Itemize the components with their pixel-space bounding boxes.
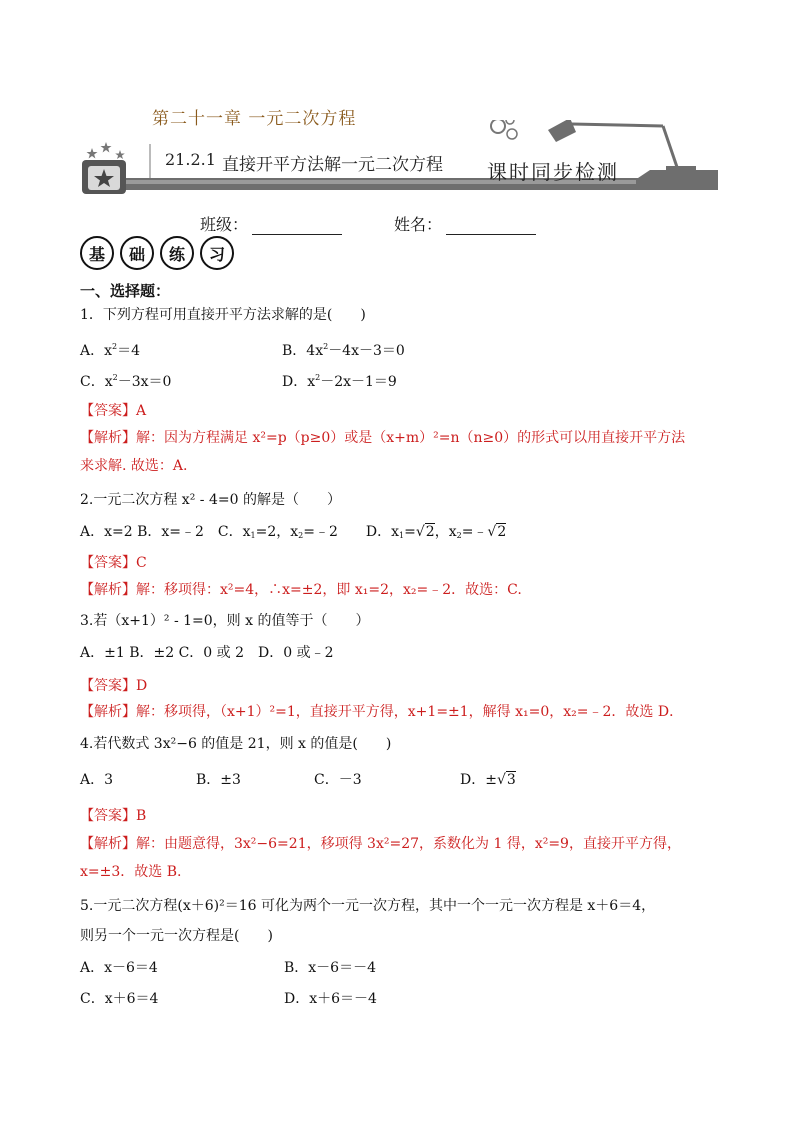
q4-analysis <box>80 834 681 854</box>
q2-options: A．x=2 B．x=﹣2 C．$x_1=2$，$x_2=﹣2$ D．$x_1=√2$，$x_2=﹣√2$ <box>80 524 507 540</box>
q4-analysis-text: 解：由题意得，3x²−6=21，移项得 3x²=27，系数化为 1 得，x²=9，直接开平方得， <box>136 836 681 852</box>
answer-label: 【答案】 <box>80 808 136 824</box>
q4-option-b: B．±3 <box>196 772 241 788</box>
analysis-label: 【解析】 <box>80 836 136 852</box>
q1-option-b: B．$4x^2-4x-3=0$ <box>282 342 405 359</box>
badge-char: 习 <box>200 236 234 270</box>
analysis-label: 【解析】 <box>80 430 136 446</box>
q1-analysis <box>80 428 685 448</box>
q4-stem: 4.若代数式 3x²−6 的值是 21，则 x 的值是( ) <box>80 736 392 752</box>
q1-analysis-cont: 来求解. 故选：A. <box>80 458 188 474</box>
q5-option-d: D．x＋6＝－4 <box>284 991 377 1007</box>
q3-options: A．±1 B．±2 C．0 或 2 D．0 或﹣2 <box>80 645 334 661</box>
badge-char: 础 <box>120 236 154 270</box>
q3-answer <box>80 676 147 696</box>
badge-char: 基 <box>80 236 114 270</box>
badge-char: 练 <box>160 236 194 270</box>
section-code: 21.2.1 <box>165 150 216 169</box>
q1-analysis-text: 解：因为方程满足 x²=p（p≥0）或是（x+m）²=n（n≥0）的形式可以用直接开平方法 <box>136 430 686 446</box>
q1-option-a: A．$x^2=4$ <box>80 342 141 359</box>
class-label: 班级： <box>200 215 249 234</box>
name-field <box>394 212 536 235</box>
answer-label: 【答案】 <box>80 403 136 419</box>
q2-answer-value: C <box>136 555 147 571</box>
q1-stem: 1．下列方程可用直接开平方法求解的是( ) <box>80 307 366 323</box>
answer-label: 【答案】 <box>80 678 136 694</box>
answer-label: 【答案】 <box>80 555 136 571</box>
q5-option-b: B．x－6＝－4 <box>284 960 376 976</box>
q2-stem: 2.一元二次方程 x² - 4=0 的解是（ ） <box>80 492 341 508</box>
q5-stem-cont: 则另一个一元一次方程是( ) <box>80 928 273 944</box>
q2-answer <box>80 553 147 573</box>
q3-analysis <box>80 702 683 722</box>
q3-answer-value: D <box>136 678 148 694</box>
q1-answer <box>80 401 146 421</box>
analysis-label: 【解析】 <box>80 704 136 720</box>
q4-analysis-cont: x=±3．故选 B. <box>80 864 182 880</box>
name-blank <box>446 218 536 235</box>
section-title: 直接开平方法解一元二次方程 <box>222 155 443 175</box>
q4-option-a: A．3 <box>80 772 114 788</box>
section-type: 一、选择题： <box>80 282 171 300</box>
q1-option-c: C．$x^2-3x=0$ <box>80 373 172 390</box>
q2-analysis <box>80 580 522 600</box>
q5-stem: 5.一元二次方程(x＋6)²＝16 可化为两个一元一次方程，其中一个一元一次方程是 x＋6＝4， <box>80 898 656 914</box>
class-field <box>200 212 342 235</box>
lesson-tag: 课时同步检测 <box>487 160 619 184</box>
q1-answer-value: A <box>136 403 147 419</box>
q4-option-d: D．±√3 <box>460 772 516 788</box>
q4-answer-value: B <box>136 808 147 824</box>
q4-answer <box>80 806 146 826</box>
q3-stem: 3.若（x+1）² - 1=0，则 x 的值等于（ ） <box>80 613 370 629</box>
practice-badge <box>80 236 234 270</box>
q5-option-c: C．x＋6＝4 <box>80 991 159 1007</box>
q1-option-d: D．$x^2-2x-1=9$ <box>282 373 397 390</box>
q4-option-c: C．－3 <box>314 772 362 788</box>
chapter-title: 第二十一章 一元二次方程 <box>152 109 357 129</box>
q3-analysis-text: 解：移项得，（x+1）²=1，直接开平方得，x+1=±1，解得 x₁=0，x₂=﹣2．故选 D． <box>136 704 684 720</box>
name-label: 姓名： <box>394 215 443 234</box>
q2-analysis-text: 解：移项得：x²=4，∴x=±2，即 x₁=2，x₂=﹣2．故选：C. <box>136 582 522 598</box>
class-blank <box>252 218 342 235</box>
analysis-label: 【解析】 <box>80 582 136 598</box>
star-emblem-icon <box>82 142 126 194</box>
q5-option-a: A．x－6＝4 <box>80 960 158 976</box>
